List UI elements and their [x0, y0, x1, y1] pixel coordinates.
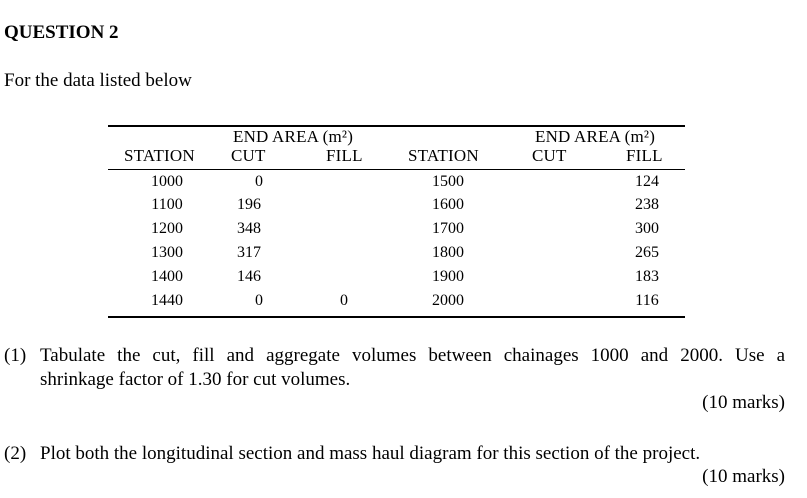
- cut-cell: 317: [237, 244, 261, 261]
- cut-cell: 0: [255, 173, 263, 190]
- station-cell: 1600: [432, 196, 464, 213]
- task-marks: (10 marks): [702, 392, 785, 413]
- task-number: (1): [4, 345, 27, 366]
- fill-cell: 238: [635, 196, 659, 213]
- station-cell: 1000: [151, 173, 183, 190]
- task-text: Tabulate the cut, fill and aggregate volumes between chainages 1000 and 2000. Use a: [40, 345, 785, 366]
- fill-cell: 183: [635, 268, 659, 285]
- table-header-rule: [108, 169, 685, 170]
- header-cut-right: CUT: [532, 146, 567, 165]
- station-cell: 1400: [151, 268, 183, 285]
- fill-cell: 300: [635, 220, 659, 237]
- question-intro: For the data listed below: [4, 70, 192, 91]
- station-cell: 1440: [151, 292, 183, 309]
- header-station-right: STATION: [408, 146, 479, 165]
- cut-cell: 348: [237, 220, 261, 237]
- header-cut-left: CUT: [231, 146, 266, 165]
- header-end-area-left: END AREA (m²): [233, 127, 354, 146]
- header-end-area-right: END AREA (m²): [535, 127, 656, 146]
- task-number: (2): [4, 443, 27, 464]
- task-text: Plot both the longitudinal section and mass haul diagram for this section of the project.: [40, 443, 701, 464]
- station-cell: 1500: [432, 173, 464, 190]
- table-bottom-rule: [108, 316, 685, 318]
- task-text-continued: shrinkage factor of 1.30 for cut volumes.: [40, 369, 351, 390]
- task-marks: (10 marks): [702, 466, 785, 487]
- header-fill-left: FILL: [326, 146, 363, 165]
- header-fill-right: FILL: [626, 146, 663, 165]
- station-cell: 1800: [432, 244, 464, 261]
- fill-cell: 0: [340, 292, 348, 309]
- cut-cell: 146: [237, 268, 261, 285]
- station-cell: 1900: [432, 268, 464, 285]
- cut-cell: 196: [237, 196, 261, 213]
- station-cell: 2000: [432, 292, 464, 309]
- cut-cell: 0: [255, 292, 263, 309]
- station-cell: 1200: [151, 220, 183, 237]
- fill-cell: 265: [635, 244, 659, 261]
- station-cell: 1300: [151, 244, 183, 261]
- fill-cell: 124: [635, 173, 659, 190]
- fill-cell: 116: [635, 292, 659, 309]
- header-station-left: STATION: [124, 146, 195, 165]
- station-cell: 1100: [151, 196, 183, 213]
- station-cell: 1700: [432, 220, 464, 237]
- question-title: QUESTION 2: [4, 22, 119, 43]
